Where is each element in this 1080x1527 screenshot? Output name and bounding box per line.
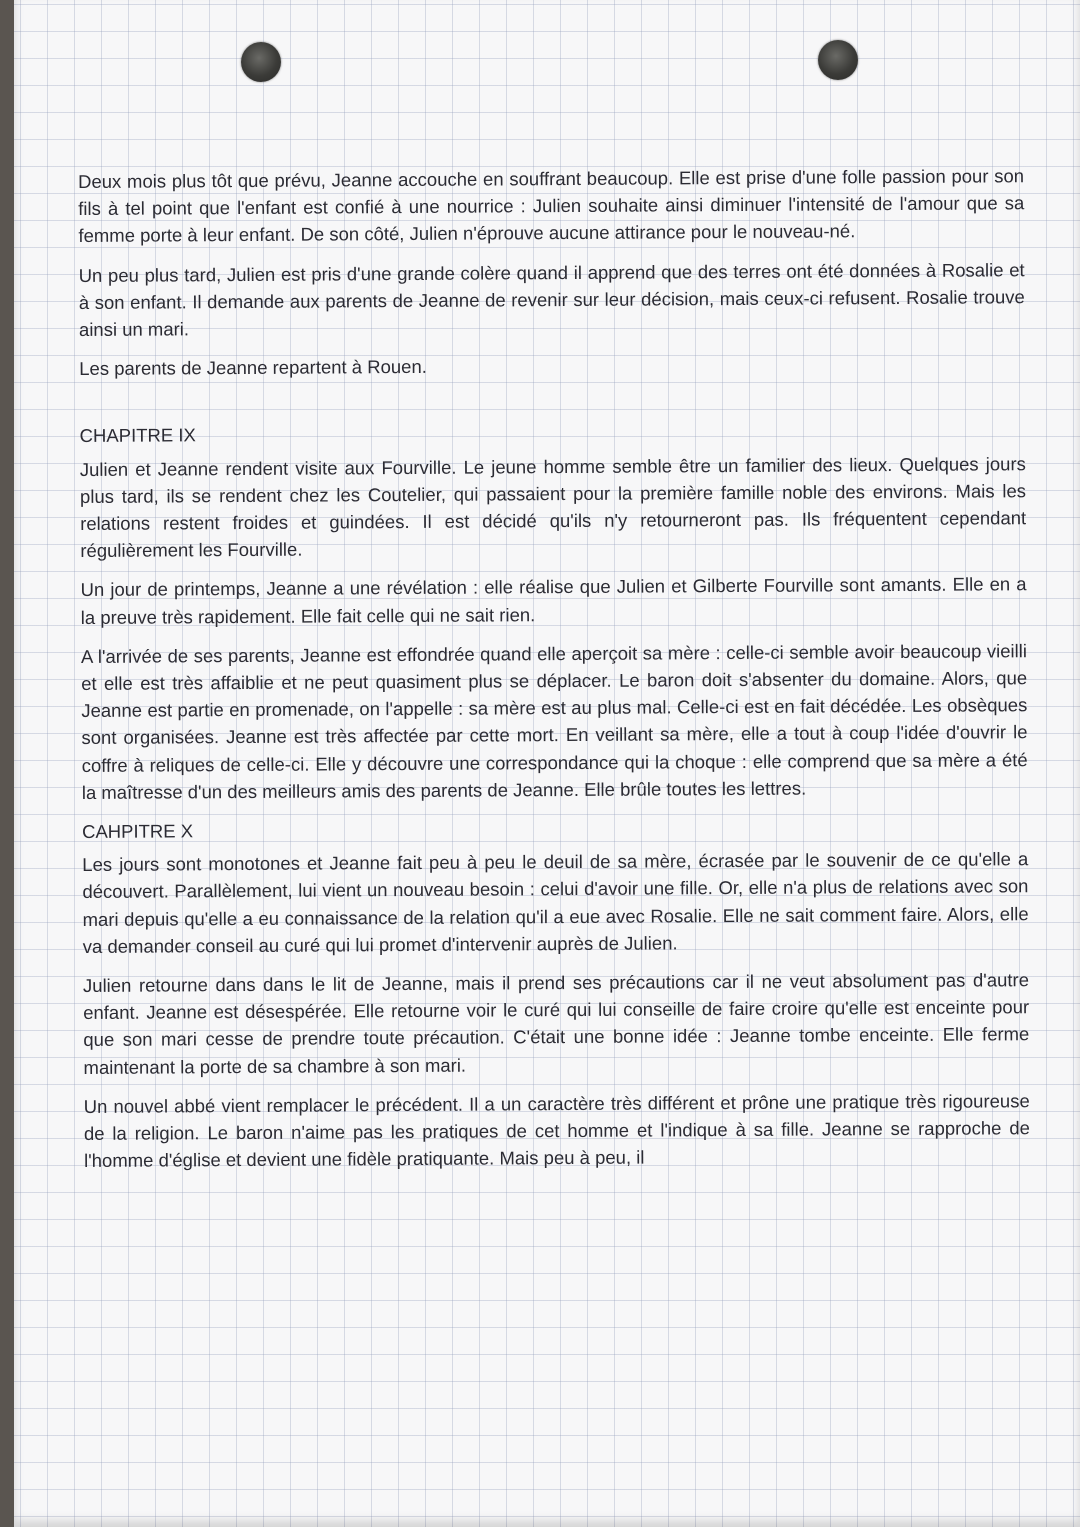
paragraph: Julien retourne dans dans le lit de Jeanne, mais il prend ses précautions car il ne veut absolument pas d'autre enfant. Jeanne est désespérée. Elle retourne voir le curé qui lui conseille de faire croire qu'elle est enceinte pour que son mari cesse de prendre toute précaution. C'était une bonne idée : Jeanne tombe enceinte. Elle ferme maintenant la porte de sa chambre à son mari. — [82, 969, 1030, 1078]
punch-hole-left — [241, 42, 281, 82]
paragraph: Un jour de printemps, Jeanne a une révélation : elle réalise que Julien et Gilberte Fourville sont amants. Elle en a la preuve très rapidement. Elle fait celle qui ne sait rien. — [80, 573, 1027, 628]
paragraph: Un peu plus tard, Julien est pris d'une grande colère quand il apprend que des terres ont été données à Rosalie et à son enfant. Il demande aux parents de Jeanne de revenir sur leur décision, mais ceux-ci refusent. Rosalie trouve ainsi un mari. — [78, 258, 1025, 341]
paragraph: Un nouvel abbé vient remplacer le précédent. Il a un caractère très différent et prône une pratique très rigoureuse de la religion. Le baron n'aime pas les pratiques de cet homme et l'indique à sa fille. Jeanne se rapproche de l'homme d'église et devient une fidèle pratiquante. Mais peu à peu, il — [83, 1090, 1030, 1172]
document-text — [78, 162, 1030, 1186]
paragraph: A l'arrivée de ses parents, Jeanne est effondrée quand elle aperçoit sa mère : celle-ci semble avoir beaucoup vieilli et elle est très affaiblie et ne peut quasiment plus se déplacer. Le baron doit s'absenter du domaine. Alors, que Jeanne est partie en promenade, on l'appelle : sa mère est au plus mal. Celle-ci est en fait décédée. Les obsèques sont organisées. Jeanne est très affectée par cette mort. En veillant sa mère, elle a tout à coup l'idée d'ouvrir le coffre à reliques de celle-ci. Elle y découvre une correspondance qui la choque : elle comprend que sa mère a été la maîtresse d'un des meilleurs amis des parents de Jeanne. Elle brûle toutes les lettres. — [80, 640, 1028, 803]
paragraph: Les parents de Jeanne repartent à Rouen. — [79, 356, 427, 380]
paragraph: Les jours sont monotones et Jeanne fait peu à peu le deuil de sa mère, écrasée par le souvenir de ce qu'elle a découvert. Parallèlement, lui vient un nouveau besoin : celui d'avoir une fille. Or, elle n'a plus de relations avec son mari depuis qu'elle a eu connaissance de la relation qu'il a eue avec Rosalie. Elle ne sait comment faire. Alors, elle va demander conseil au curé qui lui promet d'intervenir auprès de Julien. — [82, 848, 1029, 957]
chapter-10-heading: CAHPITRE X — [81, 820, 194, 843]
grid-paper-sheet — [14, 0, 1080, 1527]
punch-hole-right — [818, 40, 858, 80]
chapter-9-heading: CHAPITRE IX — [79, 424, 196, 447]
paragraph: Deux mois plus tôt que prévu, Jeanne accouche en souffrant beaucoup. Elle est prise d'une folle passion pour son fils à tel point que l'enfant est confié à une nourrice : Julien souhaite ainsi diminuer l'intensité de l'amour que sa femme porte à leur enfant. De son côté, Julien n'éprouve aucune attirance pour le nouveau-né. — [78, 165, 1025, 247]
paragraph: Julien et Jeanne rendent visite aux Fourville. Le jeune homme semble être un familier des lieux. Quelques jours plus tard, ils se rendent chez les Coutelier, qui passaient pour la première famille noble des environs. Mais les relations restent froides et guindées. Il est décidé qu'ils n'y retourneront pas. Ils fréquentent cependant régulièrement les Fourville. — [79, 452, 1027, 562]
